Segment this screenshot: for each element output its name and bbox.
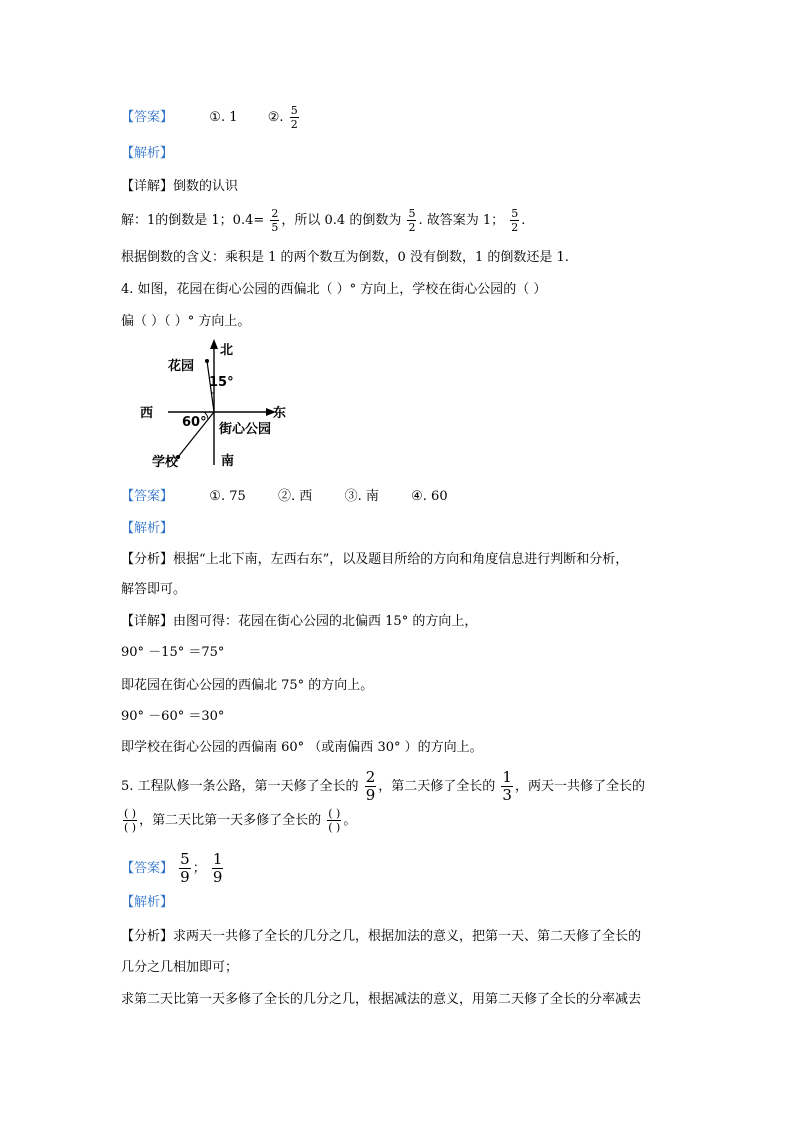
stem-text-1: 5. 工程队修一条公路，第一天修了全长的 bbox=[121, 779, 359, 794]
stem-text: ，第二天比第一天多修了全长的 bbox=[139, 813, 322, 828]
answer-fraction-2: $\frac{1}{9}$ bbox=[212, 850, 223, 886]
note-line: 根据倒数的含义：乘积是 1 的两个数互为倒数，0 没有倒数，1 的倒数还是 1. bbox=[121, 250, 569, 265]
detail-tag: 【详解】 bbox=[121, 614, 174, 629]
fraction: $\frac{2}{5}$ bbox=[271, 207, 279, 234]
analysis-line-1 bbox=[121, 550, 628, 570]
calc-line-2: 90° －60° ＝30° bbox=[121, 709, 225, 724]
answer-choice-1: ①. 1 bbox=[209, 110, 238, 125]
stem-text-3: ，两天一共修了全长的 bbox=[514, 779, 645, 794]
solution-text-4: . bbox=[521, 213, 526, 228]
answer-tag: 【答案】 bbox=[121, 489, 174, 504]
park-label: 街心公园 bbox=[219, 422, 272, 437]
explain-line-1: 即花园在街心公园的西偏北 75° 的方向上。 bbox=[121, 678, 374, 693]
calc-line-1: 90° －15° ＝75° bbox=[121, 645, 225, 660]
garden-point bbox=[205, 359, 209, 363]
fraction: $\frac{2}{9}$ bbox=[365, 768, 376, 804]
east-label: 东 bbox=[273, 406, 287, 421]
answer-choice-2: ②. 西 bbox=[278, 489, 313, 504]
q4-stem-line-2: 偏（ ）（ ）° 方向上。 bbox=[121, 314, 251, 329]
analysis-text: 根据“上北下南，左西右东”，以及题目所给的方向和角度信息进行判断和分析， bbox=[173, 552, 629, 567]
answer-choice-2-prefix: ②. bbox=[267, 110, 284, 125]
detail-line bbox=[121, 177, 238, 197]
direction-diagram bbox=[130, 335, 300, 475]
analysis-line-2: 解答即可。 bbox=[121, 582, 187, 597]
detail-text: 倒数的认识 bbox=[173, 179, 239, 194]
stem-text-2: ，第二天修了全长的 bbox=[378, 779, 496, 794]
angle-15-label: 15° bbox=[209, 375, 234, 390]
analysis-line-1 bbox=[121, 927, 641, 947]
answer-fraction: $\frac{5}{2}$ bbox=[290, 104, 298, 131]
answer-tag: 【答案】 bbox=[121, 110, 174, 125]
fraction: $\frac{5}{2}$ bbox=[511, 207, 519, 234]
blank-fraction[interactable]: $\frac{( )}{( )}$ bbox=[124, 807, 137, 834]
west-label: 西 bbox=[140, 406, 154, 421]
detail-text: 由图可得：花园在街心公园的北偏西 15° 的方向上， bbox=[173, 614, 478, 629]
detail-line bbox=[121, 612, 477, 632]
garden-label: 花园 bbox=[168, 359, 195, 374]
analysis-line-3: 求第二天比第一天多修了全长的几分之几，根据减法的意义，用第二天修了全长的分率减去 bbox=[121, 992, 642, 1007]
angle-60-label: 60° bbox=[182, 415, 207, 430]
answer-fraction-1: $\frac{5}{9}$ bbox=[180, 850, 190, 886]
q3-answer-line bbox=[121, 105, 301, 130]
answer-choice-1: ①. 75 bbox=[209, 489, 246, 504]
jiexi-heading: 【解析】 bbox=[121, 895, 174, 910]
school-label: 学校 bbox=[152, 455, 179, 470]
north-arrow-icon bbox=[210, 339, 218, 349]
fraction: $\frac{1}{3}$ bbox=[502, 768, 512, 804]
explain-line-2: 即学校在街心公园的西偏南 60° （或南偏西 30° ）的方向上。 bbox=[121, 740, 483, 755]
analysis-tag: 【分析】 bbox=[121, 552, 174, 567]
north-label: 北 bbox=[220, 343, 234, 358]
solution-line bbox=[121, 208, 525, 233]
answer-choice-4: ④. 60 bbox=[411, 489, 448, 504]
analysis-text: 求两天一共修了全长的几分之几，根据加法的意义，把第一天、第二天修了全长的 bbox=[173, 929, 642, 944]
answer-choice-3: ③. 南 bbox=[344, 489, 379, 504]
solution-text-2: ，所以 0.4 的倒数为 bbox=[281, 213, 402, 228]
jiexi-heading: 【解析】 bbox=[121, 521, 174, 536]
answer-tag: 【答案】 bbox=[121, 861, 174, 876]
analysis-line-2: 几分之几相加即可； bbox=[121, 960, 239, 975]
fraction: $\frac{5}{2}$ bbox=[408, 207, 416, 234]
solution-text-1: 解：1的倒数是 1；0.4= bbox=[121, 213, 265, 228]
analysis-tag: 【分析】 bbox=[121, 929, 174, 944]
q5-stem-line-2 bbox=[121, 808, 356, 833]
q5-answer-line bbox=[121, 852, 225, 885]
solution-text-3: . 故答案为 1； bbox=[418, 213, 505, 228]
q4-stem-line-1: 4. 如图，花园在街心公园的西偏北（ ）° 方向上，学校在街心公园的（ ） bbox=[121, 282, 547, 297]
q4-answer-line bbox=[121, 487, 448, 507]
blank-fraction[interactable]: $\frac{( )}{( )}$ bbox=[328, 807, 341, 834]
stem-text-end: 。 bbox=[343, 813, 357, 828]
q5-stem-line-1 bbox=[121, 770, 645, 803]
detail-tag: 【详解】 bbox=[121, 179, 174, 194]
jiexi-heading: 【解析】 bbox=[121, 146, 174, 161]
south-label: 南 bbox=[221, 454, 235, 469]
answer-separator: ； bbox=[192, 861, 206, 876]
